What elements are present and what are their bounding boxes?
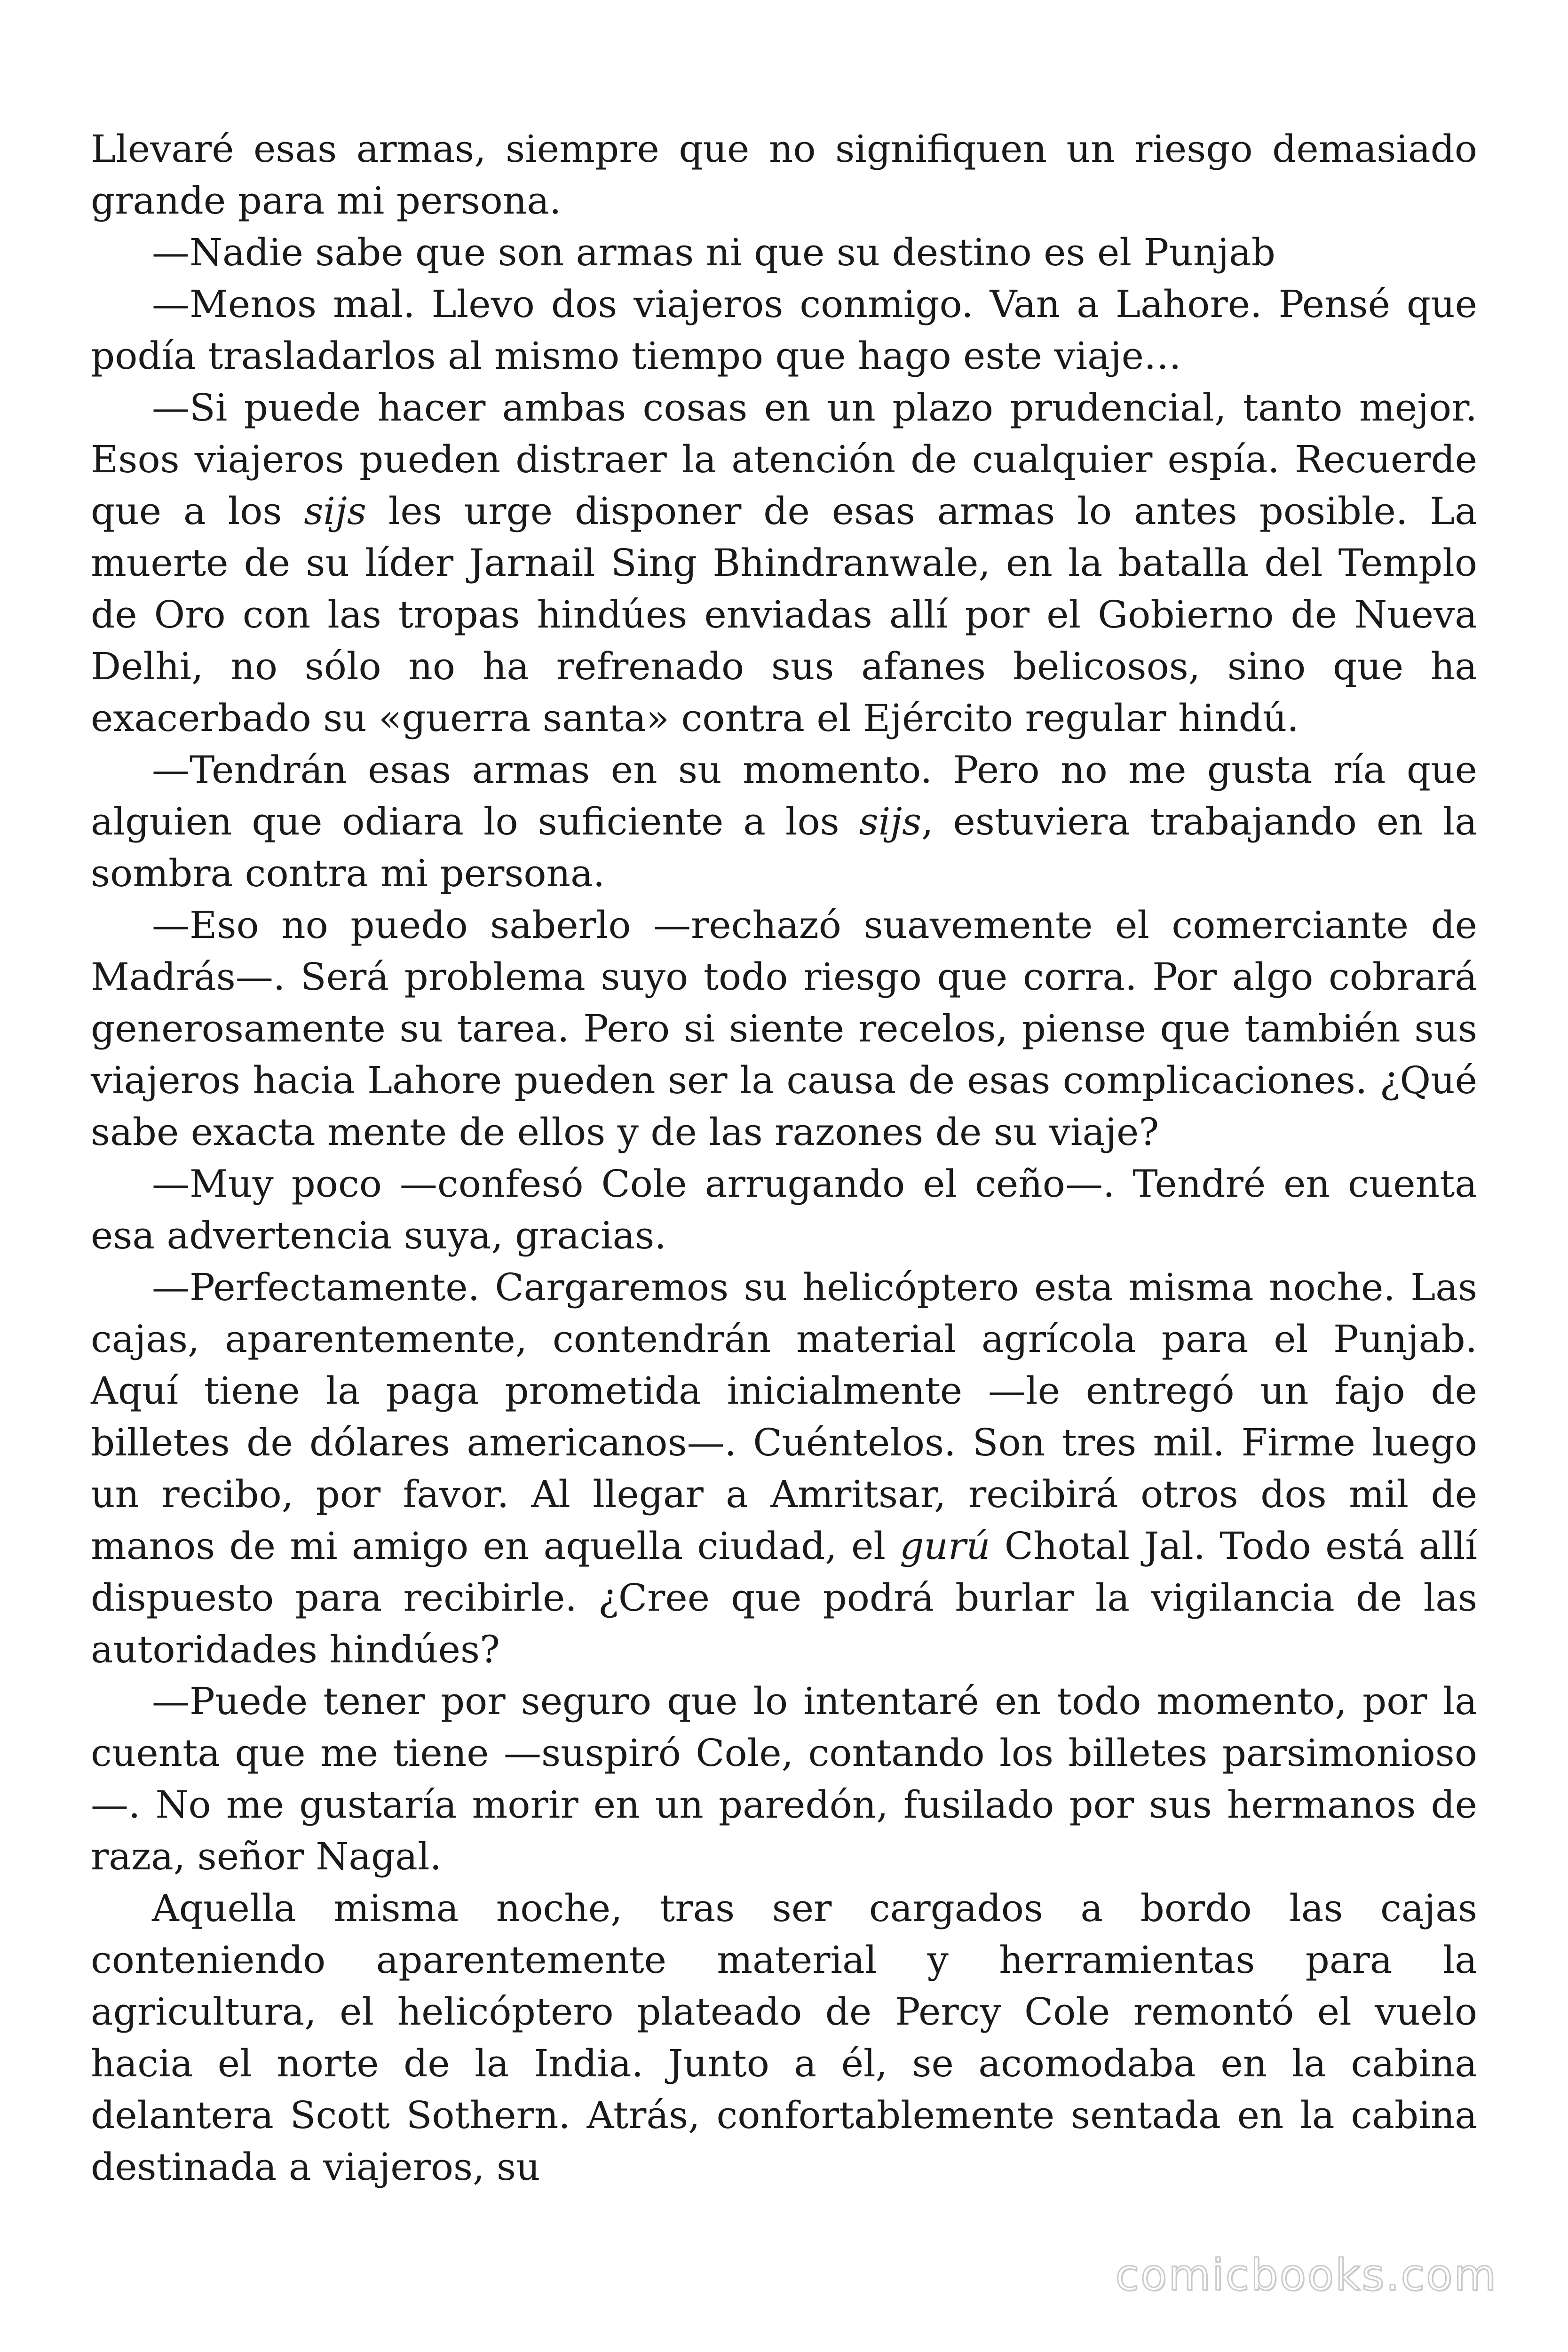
text-run: —Menos mal. Llevo dos viajeros conmigo. Van a Lahore. Pensé que podía trasladarlos al mismo tiempo que hago este viaje… — [91, 282, 1477, 378]
text-run: Chotal Jal. Todo está allí dispuesto para recibirle. ¿Cree que podrá burlar la vigilancia de las autoridades hindúes? — [91, 1524, 1477, 1671]
text-run: —Nadie sabe que son armas ni que su destino es el Punjab — [152, 230, 1275, 274]
italic-text: sijs — [304, 489, 366, 533]
paragraph — [91, 1676, 1477, 1883]
text-run: —Perfectamente. Cargaremos su helicóptero esta misma noche. Las cajas, aparentemente, contendrán material agrícola para el Punjab. Aquí tiene la paga prometida inicialmente —le entregó un fajo de billetes de dólares americanos—. Cuéntelos. Son tres mil. Firme luego un recibo, por favor. Al llegar a Amritsar, recibirá otros dos mil de manos de mi amigo en aquella ciudad, el — [91, 1265, 1477, 1568]
text-run: —Si puede hacer ambas cosas en un plazo prudencial, tanto mejor. Esos viajeros pueden distraer la atención de cualquier espía. Recuerde que a los — [91, 386, 1477, 533]
text-run: —Eso no puedo saberlo —rechazó suavemente el comerciante de Madrás—. Será problema suyo todo riesgo que corra. Por algo cobrará generosamente su tarea. Pero si siente recelos, piense que también sus viajeros hacia Lahore pueden ser la causa de esas complicaciones. ¿Qué sabe exacta mente de ellos y de las razones de su viaje? — [91, 903, 1477, 1154]
text-run: , estuviera trabajando en la sombra contra mi persona. — [91, 800, 1477, 895]
paragraph — [91, 744, 1477, 899]
paragraph — [91, 227, 1477, 278]
text-run: —Muy poco —confesó Cole arrugando el ceño—. Tendré en cuenta esa advertencia suya, gracias. — [91, 1162, 1477, 1257]
italic-text: gurú — [900, 1524, 990, 1568]
paragraph — [91, 1262, 1477, 1676]
text-run: Llevaré esas armas, siempre que no signifiquen un riesgo demasiado grande para mi persona. — [91, 127, 1477, 222]
italic-text: sijs — [859, 800, 922, 843]
paragraph — [91, 1158, 1477, 1262]
paragraph — [91, 278, 1477, 382]
watermark: comicbooks.com — [1115, 2250, 1497, 2300]
text-run: les urge disponer de esas armas lo antes posible. La muerte de su líder Jarnail Sing Bhindranwale, en la batalla del Templo de Oro con las tropas hindúes enviadas allí por el Gobierno de Nueva Delhi, no sólo no ha refrenado sus afanes belicosos, sino que ha exacerbado su «guerra santa» contra el Ejército regular hindú. — [91, 489, 1477, 740]
paragraph — [91, 1883, 1477, 2193]
text-run: —Puede tener por seguro que lo intentaré en todo momento, por la cuenta que me tiene —suspiró Cole, contando los billetes parsimonioso —. No me gustaría morir en un paredón, fusilado por sus hermanos de raza, señor Nagal. — [91, 1679, 1477, 1878]
paragraph — [91, 382, 1477, 744]
book-page-text — [91, 123, 1477, 2193]
text-run: —Tendrán esas armas en su momento. Pero no me gusta ría que alguien que odiara lo suficiente a los — [91, 748, 1477, 843]
paragraph — [91, 899, 1477, 1158]
text-run: Aquella misma noche, tras ser cargados a bordo las cajas conteniendo aparentemente material y herramientas para la agricultura, el helicóptero plateado de Percy Cole remontó el vuelo hacia el norte de la India. Junto a él, se acomodaba en la cabina delantera Scott Sothern. Atrás, confortablemente sentada en la cabina destinada a viajeros, su — [91, 1886, 1477, 2189]
paragraph — [91, 123, 1477, 227]
